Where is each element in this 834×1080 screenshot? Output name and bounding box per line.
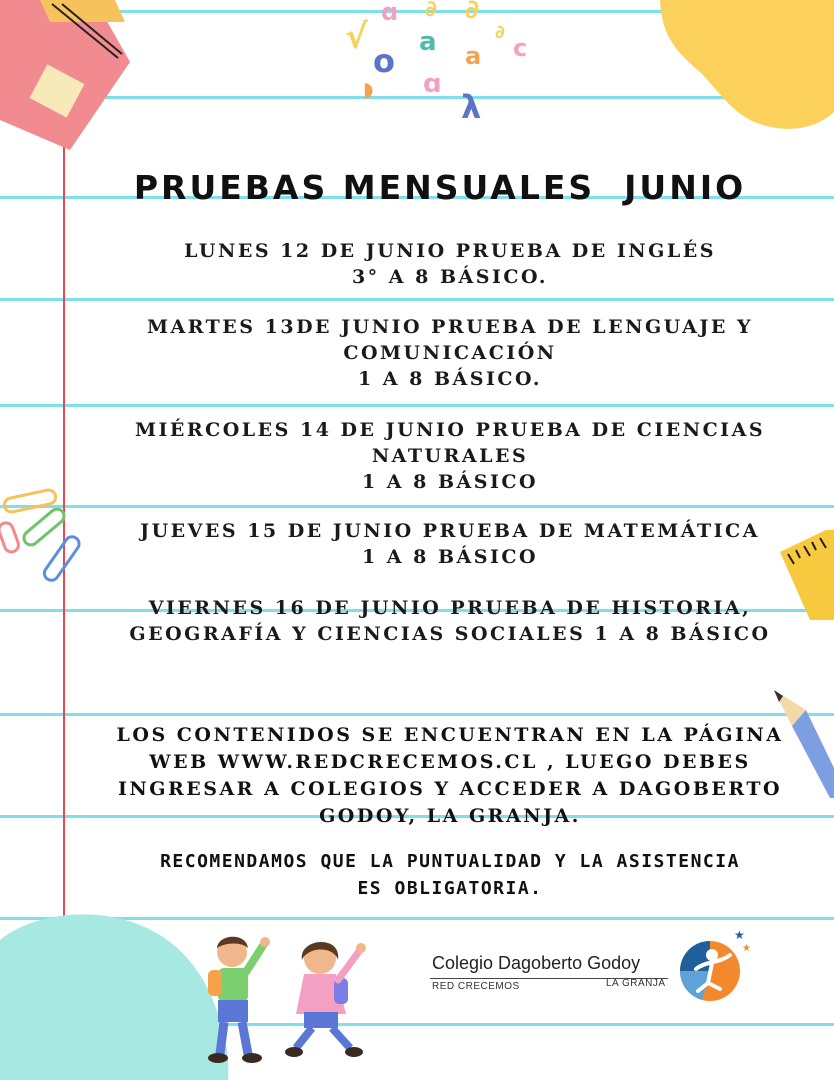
svg-text:a: a xyxy=(419,27,437,57)
exam-line: 1 A 8 BÁSICO xyxy=(361,471,539,493)
exam-line: MARTES 13DE JUNIO PRUEBA DE LENGUAJE Y xyxy=(146,316,754,338)
svg-text:λ: λ xyxy=(461,88,482,126)
teal-blob-shape xyxy=(0,910,230,1080)
svg-text:o: o xyxy=(373,42,395,80)
exam-line: JUEVES 15 DE JUNIO PRUEBA DE MATEMÁTICA xyxy=(140,520,760,542)
svg-text:c: c xyxy=(513,34,528,62)
exam-line: 3° A 8 BÁSICO. xyxy=(351,266,549,288)
kids-illustration xyxy=(200,930,390,1070)
exam-item-tuesday xyxy=(80,314,820,392)
exam-line: LUNES 12 DE JUNIO PRUEBA DE INGLÉS xyxy=(184,240,716,262)
svg-text:ɑ: ɑ xyxy=(381,0,399,26)
svg-text:∂: ∂ xyxy=(495,22,505,43)
exam-line: 1 A 8 BÁSICO xyxy=(361,546,539,568)
yellow-blob-shape xyxy=(640,0,834,132)
svg-text:√: √ xyxy=(345,17,368,57)
exam-line: MIÉRCOLES 14 DE JUNIO PRUEBA DE CIENCIAS xyxy=(134,419,766,441)
svg-text:ɑ: ɑ xyxy=(423,69,442,99)
svg-text:a: a xyxy=(465,42,482,70)
poster-title: PRUEBAS MENSUALES JUNIO xyxy=(133,168,747,207)
info-line: GODOY, LA GRANJA. xyxy=(319,805,581,827)
svg-text:★: ★ xyxy=(734,928,745,942)
school-network: RED CRECEMOS xyxy=(432,981,520,992)
exam-item-wednesday xyxy=(80,417,820,495)
paper-rule xyxy=(0,298,834,301)
info-line: WEB WWW.REDCRECEMOS.CL , LUEGO DEBES xyxy=(149,751,751,773)
info-line: LOS CONTENIDOS SE ENCUENTRAN EN LA PÁGINA xyxy=(116,724,784,746)
exam-item-monday xyxy=(80,238,820,290)
notebook-icon xyxy=(0,0,140,150)
school-city: LA GRANJA xyxy=(606,978,666,989)
note-line: ES OBLIGATORIA. xyxy=(357,878,543,899)
letters-icon xyxy=(335,0,555,128)
exam-line: 1 A 8 BÁSICO. xyxy=(357,368,543,390)
info-line: INGRESAR A COLEGIOS Y ACCEDER A DAGOBERTO xyxy=(117,778,783,800)
paper-rule xyxy=(0,713,834,716)
svg-text:◗: ◗ xyxy=(363,77,374,101)
paper-rule xyxy=(0,505,834,508)
exam-line: VIERNES 16 DE JUNIO PRUEBA DE HISTORIA, xyxy=(148,597,752,619)
exam-line: NATURALES xyxy=(371,445,529,467)
svg-text:∂: ∂ xyxy=(465,0,480,25)
svg-text:∂: ∂ xyxy=(425,0,437,22)
paperclips-icon xyxy=(0,488,82,598)
paper-rule xyxy=(0,404,834,407)
note-line: RECOMENDAMOS QUE LA PUNTUALIDAD Y LA ASISTENCIA xyxy=(160,851,740,872)
school-name: Colegio Dagoberto Godoy xyxy=(432,953,641,973)
recommendation-note xyxy=(80,848,820,902)
school-logo-icon xyxy=(672,925,754,1007)
exam-line: COMUNICACIÓN xyxy=(343,342,557,364)
contents-info xyxy=(80,722,820,830)
exam-line: GEOGRAFÍA Y CIENCIAS SOCIALES 1 A 8 BÁSICO xyxy=(129,623,771,645)
exam-item-friday xyxy=(80,595,820,647)
svg-text:★: ★ xyxy=(742,943,751,954)
exam-item-thursday xyxy=(80,518,820,570)
